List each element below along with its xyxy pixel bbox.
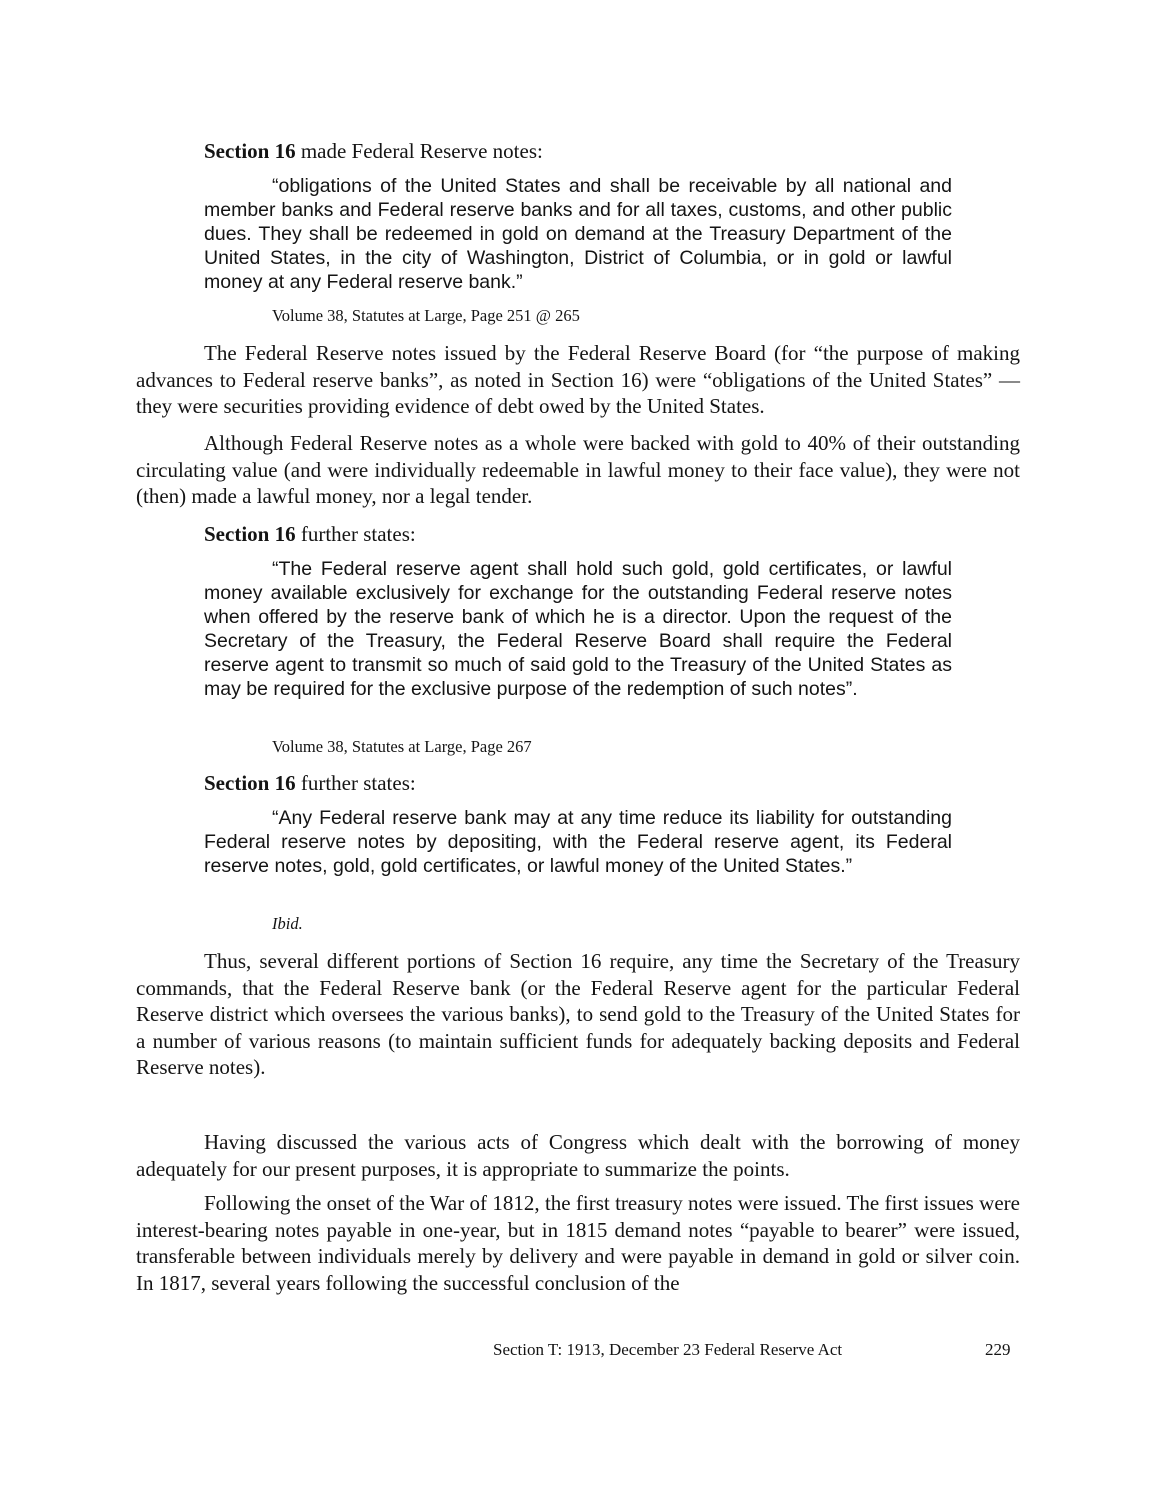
- citation-italic: Ibid.: [272, 914, 303, 933]
- body-paragraph: The Federal Reserve notes issued by the Federal Reserve Board (for “the purpose of making advances to Federal reserve banks”, as noted in Section 16) were “obligations of the United States” — they were securities providing evidence of debt owed by the United States.: [136, 341, 1020, 418]
- citation: Volume 38, Statutes at Large, Page 251 @ 265: [272, 306, 580, 325]
- body-paragraph: Although Federal Reserve notes as a whole were backed with gold to 40% of their outstanding circulating value (and were individually redeemable in lawful money to their face value), they were not (then) made a lawful money, nor a legal tender.: [136, 431, 1020, 508]
- footer-section-title: Section T: 1913, December 23 Federal Reserve Act: [493, 1340, 843, 1359]
- citation: [272, 914, 912, 934]
- citation: Volume 38, Statutes at Large, Page 267: [272, 737, 532, 756]
- body-paragraph: Following the onset of the War of 1812, the first treasury notes were issued. The first issues were interest-bearing notes payable in one-year, but in 1815 demand notes “payable to bearer” were issued, transferable between individuals merely by delivery and were payable in demand in gold or silver coin. In 1817, several years following the successful conclusion of the: [136, 1191, 1020, 1295]
- section-heading: [204, 138, 964, 164]
- section-heading-text: further states:: [295, 522, 416, 546]
- block-quote: “Any Federal reserve bank may at any time reduce its liability for outstanding Federal reserve notes by depositing, with the Federal reserve agent, its Federal reserve notes, gold, gold certificates, or lawful money of the United States.”: [204, 807, 952, 877]
- section-heading: [204, 521, 964, 547]
- section-heading: [204, 770, 964, 796]
- section-heading-text: made Federal Reserve notes:: [295, 139, 543, 163]
- footer-page-number: 229: [985, 1340, 1011, 1359]
- block-quote: “obligations of the United States and shall be receivable by all national and member banks and Federal reserve banks and for all taxes, customs, and other public dues. They shall be redeemed in gold on demand at the Treasury Department of the United States, in the city of Washington, District of Columbia, or in gold or lawful money at any Federal reserve bank.”: [204, 175, 952, 293]
- section-heading-bold: Section 16: [204, 139, 296, 163]
- section-heading-text: further states:: [295, 771, 416, 795]
- body-paragraph: Having discussed the various acts of Congress which dealt with the borrowing of money adequately for our present purposes, it is appropriate to summarize the points.: [136, 1130, 1020, 1181]
- section-heading-bold: Section 16: [204, 522, 296, 546]
- section-heading-bold: Section 16: [204, 771, 296, 795]
- block-quote: “The Federal reserve agent shall hold such gold, gold certificates, or lawful money available exclusively for exchange for the outstanding Federal reserve notes when offered by the reserve bank of which he is a director. Upon the request of the Secretary of the Treasury, the Federal Reserve Board shall require the Federal reserve agent to transmit so much of said gold to the Treasury of the United States as may be required for the exclusive purpose of the redemption of such notes”.: [204, 558, 952, 700]
- body-paragraph: Thus, several different portions of Section 16 require, any time the Secretary of the Treasury commands, that the Federal Reserve bank (or the Federal Reserve agent for the particular Federal Reserve district which oversees the various banks), to send gold to the Treasury of the United States for a number of various reasons (to maintain sufficient funds for adequately backing deposits and Federal Reserve notes).: [136, 949, 1020, 1079]
